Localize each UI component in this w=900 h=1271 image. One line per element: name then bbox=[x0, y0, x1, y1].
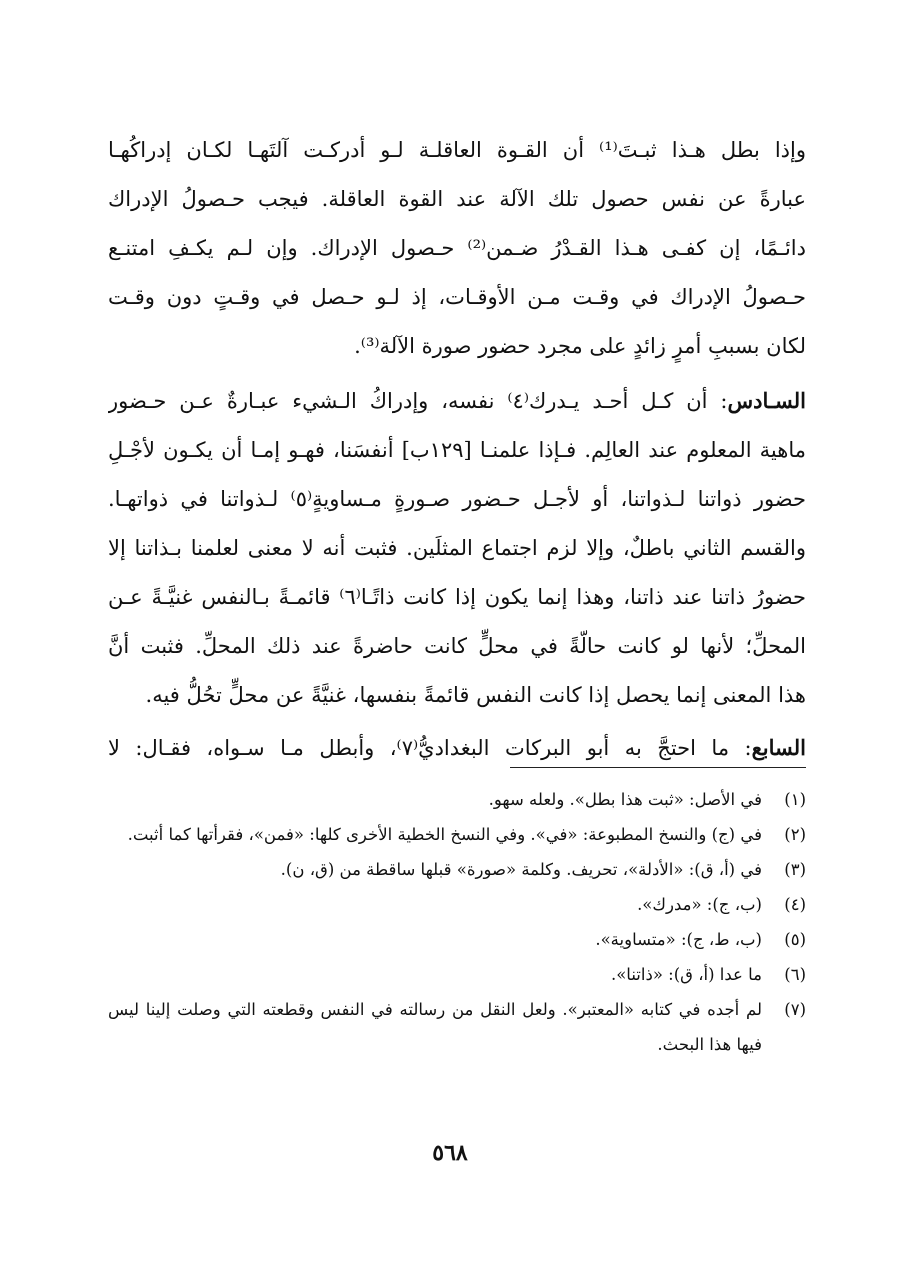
footnote-number: (٤) bbox=[784, 895, 806, 914]
footnote-text: ما عدا (أ، ق): «ذاتنا». bbox=[610, 965, 762, 984]
text-line: المحلِّ؛ لأنها لو كانت حالّةً في محلٍّ كانت حاضرةً عند ذلك المحلِّ. فثبت أنَّ bbox=[108, 634, 806, 658]
footnote bbox=[108, 782, 806, 817]
text-line bbox=[108, 728, 806, 777]
text-line bbox=[108, 381, 806, 430]
text-line-rest: : أن كـل أحـد يـدرك⁽٤⁾ نفسه، وإدراكُ الـشيء عبـارةٌ عـن حـضور bbox=[108, 389, 728, 413]
text-line: لكان بسببِ أمرٍ زائدٍ على مجرد حضور صورة الآلة⁽³⁾. bbox=[354, 334, 806, 358]
section-heading: السـادس bbox=[727, 388, 806, 413]
footnote-text: لم أجده في كتابه «المعتبر». ولعل النقل من رسالته في النفس وقطعته التي وصلت إلينا ليس فيها هذا البحث. bbox=[108, 1000, 762, 1054]
footnote bbox=[108, 957, 806, 992]
footnote bbox=[108, 817, 806, 852]
footnote-number: (٢) bbox=[784, 825, 806, 844]
text-line: هذا المعنى إنما يحصل إذا كانت النفس قائمةً بنفسها، غنيَّةً عن محلٍّ تحُلُّ فيه. bbox=[145, 683, 806, 707]
footnote bbox=[108, 922, 806, 957]
text-line: حضورُ ذاتنا عند ذاتنا، وهذا إنما يكون إذا كانت ذاتًـا⁽٦⁾ قائمـةً بـالنفس غنيَّـةً عـن bbox=[108, 585, 806, 609]
footnote-number: (٧) bbox=[784, 1000, 806, 1019]
footnote-text: في (ج) والنسخ المطبوعة: «في». وفي النسخ الخطية الأخرى كلها: «فمن»، فقرأتها كما أثبت. bbox=[127, 825, 762, 844]
page-number: ٥٦٨ bbox=[432, 1140, 468, 1166]
footnote-number: (٣) bbox=[784, 860, 806, 879]
footnote-number: (١) bbox=[784, 790, 806, 809]
text-line: ماهية المعلوم عند العالِم. فـإذا علمنـا [١٢٩ب] أنفسَنا، فهـو إمـا أن يكـون لأجْـلِ bbox=[108, 438, 806, 462]
text-line: حـصولُ الإدراك في وقـت مـن الأوقـات، إذ لـو حـصل في وقـتٍ دون وقـت bbox=[108, 285, 806, 309]
text-line: والقسم الثاني باطلٌ، وإلا لزم اجتماع المثلَين. فثبت أنه لا معنى لعلمنا بـذاتنا إلا bbox=[108, 536, 806, 560]
footnote-text: (ب، ط، ج): «متساوية». bbox=[595, 930, 762, 949]
main-text bbox=[108, 130, 806, 777]
text-line: عبارةً عن نفس حصول تلك الآلة عند القوة العاقلة. فيجب حـصولُ الإدراك bbox=[108, 187, 806, 211]
footnote-text: في الأصل: «ثبت هذا بطل». ولعله سهو. bbox=[488, 790, 762, 809]
footnotes bbox=[108, 782, 806, 1062]
footnote-number: (٦) bbox=[784, 965, 806, 984]
section-heading: السابع bbox=[751, 735, 806, 760]
footnote bbox=[108, 852, 806, 887]
footnote-number: (٥) bbox=[784, 930, 806, 949]
footnote bbox=[108, 992, 806, 1062]
text-line: وإذا بطل هـذا ثبـتَ⁽¹⁾ أن القـوة العاقلـة لـو أدركـت آلتَهـا لكـان إدراكُهـا bbox=[108, 138, 806, 162]
footnote bbox=[108, 887, 806, 922]
text-line: حضور ذواتنا لـذواتنا، أو لأجـل حـضور صـورةٍ مـساويةٍ⁽٥⁾ لـذواتنا في ذواتهـا. bbox=[108, 487, 806, 511]
footnote-text: (ب، ج): «مدرك». bbox=[637, 895, 762, 914]
text-line: دائـمًا، إن كفـى هـذا القـدْرُ ضـمن⁽²⁾ حـصول الإدراك. وإن لـم يكـفِ امتنـع bbox=[108, 236, 806, 260]
footnote-separator bbox=[510, 767, 806, 768]
footnote-text: في (أ، ق): «الأدلة»، تحريف. وكلمة «صورة» قبلها ساقطة من (ق، ن). bbox=[280, 860, 762, 879]
text-line-rest: : ما احتجَّ به أبو البركات البغداديُّ⁽٧⁾، وأبطل مـا سـواه، فقـال: لا bbox=[108, 736, 752, 760]
